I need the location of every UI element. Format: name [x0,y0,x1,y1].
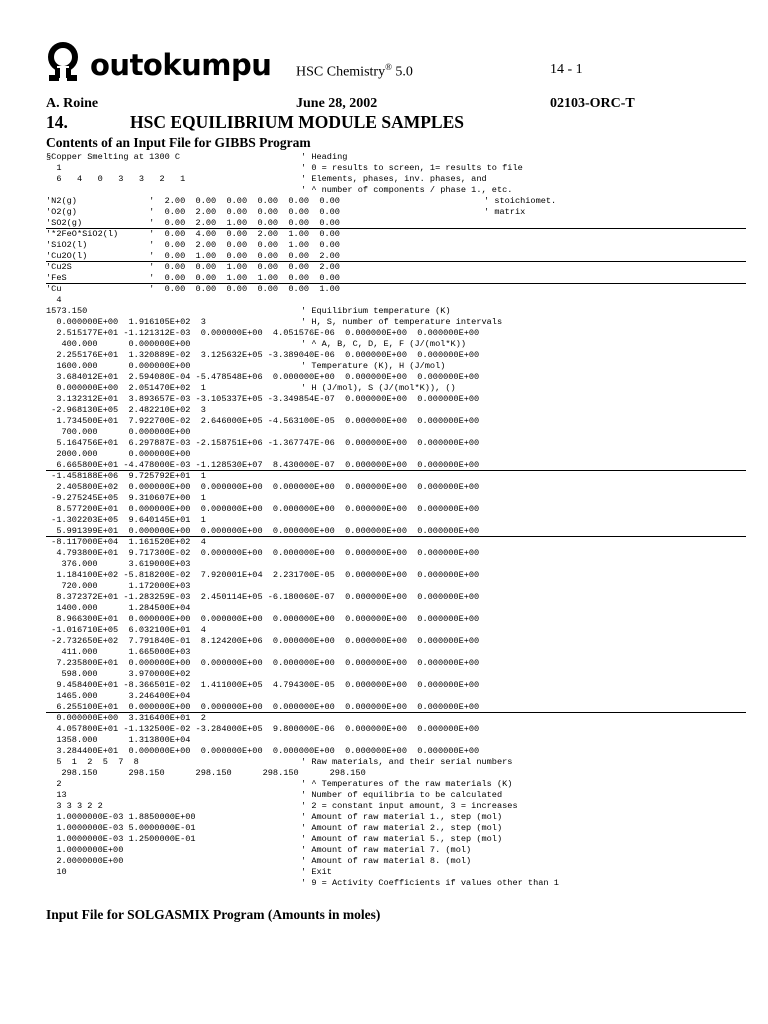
code-line [46,526,746,537]
code-line [46,878,746,889]
code-line [46,174,746,185]
code-comment: ' Number of equilibria to be calculated [301,790,503,800]
code-values: 2000.000 0.000000E+00 [46,449,191,459]
code-values: -2.968130E+05 2.482210E+02 3 [46,405,206,415]
code-values: 4 [46,295,62,305]
code-values: 0.000000E+00 2.051470E+02 1 [46,383,206,393]
code-line [46,647,746,658]
code-values: 4.793800E+01 9.717300E-02 0.000000E+00 0.000000E+00 0.000000E+00 0.000000E+00 [46,548,480,558]
code-line [46,537,746,548]
code-comment: ' Exit [301,867,332,877]
code-values: 8.372372E+01 -1.283259E-03 2.450114E+05 -6.180060E-07 0.000000E+00 0.000000E+00 [46,592,480,602]
document-code: 02103-ORC-T [550,96,635,111]
product-title: HSC Chemistry [296,64,386,80]
section-subtitle: Contents of an Input File for GIBBS Program [46,135,311,150]
code-line [46,504,746,515]
code-values: 'SiO2(l) ' 0.00 2.00 0.00 0.00 1.00 0.00 [46,240,340,250]
code-values: §Copper Smelting at 1300 C [46,152,181,162]
code-values: 'FeS ' 0.00 0.00 1.00 1.00 0.00 0.00 [46,273,340,283]
code-values: 400.000 0.000000E+00 [46,339,191,349]
code-values: 0.000000E+00 3.316400E+01 2 [46,713,206,723]
code-line [46,218,746,229]
code-values: 598.000 3.970000E+02 [46,669,191,679]
code-values: 6.665800E+01 -4.478000E-03 -1.128530E+07 8.430000E-07 0.000000E+00 0.000000E+00 [46,460,480,470]
code-line [46,768,746,779]
code-comment: ' Amount of raw material 8. (mol) [301,856,472,866]
code-values: 1600.000 0.000000E+00 [46,361,191,371]
code-line [46,262,746,273]
code-line [46,834,746,845]
code-line [46,856,746,867]
code-values: 1400.000 1.284500E+04 [46,603,191,613]
code-values: -1.016710E+05 6.032100E+01 4 [46,625,206,635]
code-comment: ' Temperature (K), H (J/mol) [301,361,446,371]
code-line [46,438,746,449]
code-values: 9.458400E+01 -8.366501E-02 1.411000E+05 4.794300E-05 0.000000E+00 0.000000E+00 [46,680,480,690]
code-values: 8.966300E+01 0.000000E+00 0.000000E+00 0.000000E+00 0.000000E+00 0.000000E+00 [46,614,480,624]
code-line [46,614,746,625]
code-line [46,471,746,482]
code-values: -8.117000E+04 1.161520E+02 4 [46,537,206,547]
code-comment: ' stoichiomet. [484,196,557,206]
code-line [46,548,746,559]
section-heading [46,112,464,133]
page-number: 14 - 1 [550,62,583,77]
code-values: 1.0000000E-03 5.0000000E-01 [46,823,196,833]
code-line [46,790,746,801]
code-values: 'O2(g) ' 0.00 2.00 0.00 0.00 0.00 0.00 [46,207,340,217]
code-line [46,405,746,416]
code-values: 1 [46,163,62,173]
code-values: 411.000 1.665000E+03 [46,647,191,657]
code-values: 1358.000 1.313800E+04 [46,735,191,745]
code-line [46,867,746,878]
code-comment: ' ^ number of components / phase 1., etc. [301,185,513,195]
code-values: -1.458188E+06 9.725792E+01 1 [46,471,206,481]
code-comment: ' Amount of raw material 7. (mol) [301,845,472,855]
code-line [46,581,746,592]
code-line [46,691,746,702]
code-values: 13 [46,790,67,800]
code-line [46,680,746,691]
code-line [46,394,746,405]
code-values: 1.0000000E-03 1.8850000E+00 [46,812,196,822]
code-line [46,229,746,240]
code-line [46,449,746,460]
solgasmix-heading: Input File for SOLGASMIX Program (Amounts in moles) [46,907,381,922]
code-line [46,735,746,746]
code-line [46,592,746,603]
code-values: 5 1 2 5 7 8 [46,757,139,767]
code-line [46,625,746,636]
code-line [46,746,746,757]
code-line [46,383,746,394]
code-comment: ' Amount of raw material 1., step (mol) [301,812,503,822]
code-values: 376.000 3.619000E+03 [46,559,191,569]
code-comment: ' ^ Temperatures of the raw materials (K) [301,779,513,789]
code-values: -2.732650E+02 7.791840E-01 8.124200E+06 0.000000E+00 0.000000E+00 0.000000E+00 [46,636,480,646]
author: A. Roine [46,96,99,111]
code-comment: ' Elements, phases, inv. phases, and [301,174,487,184]
code-values: 4.057800E+01 -1.132500E-02 -3.284000E+05 9.800000E-06 0.000000E+00 0.000000E+00 [46,724,480,734]
code-line [46,713,746,724]
code-line [46,317,746,328]
code-values: 10 [46,867,67,877]
code-comment: ' Raw materials, and their serial numbers [301,757,513,767]
code-line [46,240,746,251]
code-values: 'Cu2S ' 0.00 0.00 1.00 0.00 0.00 2.00 [46,262,340,272]
code-comment: ' Amount of raw material 5., step (mol) [301,834,503,844]
code-line [46,273,746,284]
code-line [46,185,746,196]
code-values: 0.000000E+00 1.916105E+02 3 [46,317,206,327]
code-line [46,372,746,383]
code-values: 2.255176E+01 1.320889E-02 3.125632E+05 -3.389040E-06 0.000000E+00 0.000000E+00 [46,350,480,360]
code-line [46,570,746,581]
code-values: 1.184100E+02 -5.818200E-02 7.920001E+04 2.231700E-05 0.000000E+00 0.000000E+00 [46,570,480,580]
product-name [296,62,413,81]
code-comment: ' matrix [484,207,526,217]
code-line [46,196,746,207]
code-line [46,251,746,262]
code-values: 2.405800E+02 0.000000E+00 0.000000E+00 0.000000E+00 0.000000E+00 0.000000E+00 [46,482,480,492]
code-values: 5.164756E+01 6.297887E-03 -2.158751E+06 -1.367747E-06 0.000000E+00 0.000000E+00 [46,438,480,448]
code-line [46,350,746,361]
code-line [46,801,746,812]
code-values: 5.991399E+01 0.000000E+00 0.000000E+00 0.000000E+00 0.000000E+00 0.000000E+00 [46,526,480,536]
gibbs-input-listing [46,152,746,889]
code-values: 2.0000000E+00 [46,856,124,866]
code-line [46,493,746,504]
code-values: 1573.150 [46,306,88,316]
code-values: 720.000 1.172000E+03 [46,581,191,591]
code-values: 700.000 0.000000E+00 [46,427,191,437]
code-line [46,845,746,856]
document-date: June 28, 2002 [296,96,378,111]
code-line [46,427,746,438]
code-values: 'SO2(g) ' 0.00 2.00 1.00 0.00 0.00 0.00 [46,218,340,228]
code-values: 2.515177E+01 -1.121312E-03 0.000000E+00 4.051576E-06 0.000000E+00 0.000000E+00 [46,328,480,338]
code-line [46,636,746,647]
code-values: 6 4 0 3 3 2 1 [46,174,186,184]
code-comment: ' Amount of raw material 2., step (mol) [301,823,503,833]
code-values: 1.0000000E-03 1.2500000E-01 [46,834,196,844]
code-line [46,284,746,295]
code-values: 298.150 298.150 298.150 298.150 298.150 [46,768,366,778]
code-line [46,559,746,570]
code-comment: ' H, S, number of temperature intervals [301,317,503,327]
code-line [46,702,746,713]
code-line [46,416,746,427]
code-line [46,757,746,768]
code-comment: ' 2 = constant input amount, 3 = increases [301,801,518,811]
code-comment: ' ^ A, B, C, D, E, F (J/(mol*K)) [301,339,467,349]
code-values: 1465.000 3.246400E+04 [46,691,191,701]
code-comment: ' 9 = Activity Coefficients if values other than 1 [301,878,559,888]
code-line [46,515,746,526]
code-line [46,603,746,614]
section-number: 14. [46,112,68,132]
code-values: -9.275245E+05 9.310607E+00 1 [46,493,206,503]
code-values: 3 3 3 2 2 [46,801,103,811]
product-version: 5.0 [391,64,413,80]
code-line [46,658,746,669]
code-line [46,823,746,834]
code-values: 6.255100E+01 0.000000E+00 0.000000E+00 0.000000E+00 0.000000E+00 0.000000E+00 [46,702,480,712]
code-line [46,152,746,163]
code-values: 7.235800E+01 0.000000E+00 0.000000E+00 0.000000E+00 0.000000E+00 0.000000E+00 [46,658,480,668]
code-values: 3.684012E+01 2.594080E-04 -5.478548E+06 0.000000E+00 0.000000E+00 0.000000E+00 [46,372,480,382]
code-values: 'N2(g) ' 2.00 0.00 0.00 0.00 0.00 0.00 [46,196,340,206]
code-line [46,339,746,350]
code-line [46,328,746,339]
code-line [46,724,746,735]
code-comment: ' Heading [301,152,348,162]
section-title: HSC EQUILIBRIUM MODULE SAMPLES [130,112,465,132]
code-values: 1.734500E+01 7.922700E-02 2.646000E+05 -4.563100E-05 0.000000E+00 0.000000E+00 [46,416,480,426]
code-values: 'Cu2O(l) ' 0.00 1.00 0.00 0.00 0.00 2.00 [46,251,340,261]
code-values: 1.0000000E+00 [46,845,124,855]
code-line [46,163,746,174]
code-line [46,295,746,306]
code-values: '*2FeO*SiO2(l) ' 0.00 4.00 0.00 2.00 1.00 0.00 [46,229,340,239]
code-line [46,460,746,471]
code-line [46,207,746,218]
code-comment: ' Equilibrium temperature (K) [301,306,451,316]
code-values: -1.302203E+05 9.640145E+01 1 [46,515,206,525]
registered-mark: ® [385,62,392,72]
code-values: 'Cu ' 0.00 0.00 0.00 0.00 0.00 1.00 [46,284,340,294]
code-values: 3.284400E+01 0.000000E+00 0.000000E+00 0.000000E+00 0.000000E+00 0.000000E+00 [46,746,480,756]
code-values: 8.577200E+01 0.000000E+00 0.000000E+00 0.000000E+00 0.000000E+00 0.000000E+00 [46,504,480,514]
code-comment: ' H (J/mol), S (J/(mol*K)), () [301,383,456,393]
code-values: 3.132312E+01 3.893657E-03 -3.105337E+05 -3.349854E-07 0.000000E+00 0.000000E+00 [46,394,480,404]
code-line [46,482,746,493]
company-name: outokumpu [90,48,272,82]
code-comment: ' 0 = results to screen, 1= results to file [301,163,523,173]
code-line [46,812,746,823]
code-values: 2 [46,779,62,789]
code-line [46,669,746,680]
code-line [46,361,746,372]
omega-logo-icon [46,42,80,86]
code-line [46,306,746,317]
code-line [46,779,746,790]
